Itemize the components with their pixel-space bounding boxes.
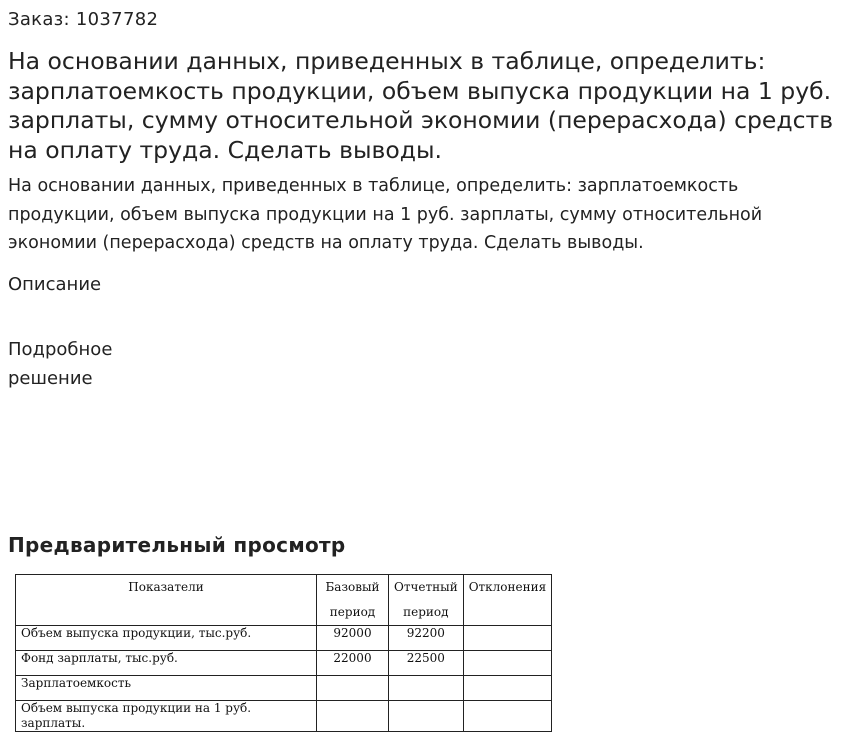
header-deviation: Отклонения: [463, 575, 552, 626]
table-cell: Объем выпуска продукции на 1 руб. зарплаты.: [16, 701, 317, 732]
table-cell: Объем выпуска продукции, тыс.руб.: [16, 626, 317, 651]
task-description: На основании данных, приведенных в таблице, определить: зарплатоемкость продукции, объем выпуска продукции на 1 руб. зарплаты, сумму относительной экономии (перерасхода) средств на оплату труда. Сделать выводы.: [8, 176, 763, 253]
preview-table: [15, 574, 552, 732]
table-cell: [463, 676, 552, 701]
description-label: Описание: [8, 274, 102, 295]
table-cell: [317, 701, 389, 732]
table-row: [16, 701, 552, 732]
table-cell: [463, 701, 552, 732]
table-cell: 22000: [317, 651, 389, 676]
task-title: На основании данных, приведенных в таблице, определить: зарплатоемкость продукции, объем выпуска продукции на 1 руб. зарплаты, сумму относительной экономии (перерасхода) средств на оплату труда. Сделать выводы.: [8, 47, 834, 164]
table-row: [16, 626, 552, 651]
table-row: [16, 651, 552, 676]
table-header-row: [16, 575, 552, 626]
solution-label: Подробное решение: [8, 339, 113, 389]
header-indicators: Показатели: [16, 575, 317, 626]
header-report-period: Отчетный период: [389, 575, 464, 626]
table-cell: 92200: [389, 626, 464, 651]
table-cell: [317, 676, 389, 701]
table-cell: [389, 676, 464, 701]
order-number: Заказ: 1037782: [8, 9, 159, 30]
table-cell: [463, 626, 552, 651]
header-base-period: Базовый период: [317, 575, 389, 626]
table-cell: 22500: [389, 651, 464, 676]
table-cell: [463, 651, 552, 676]
table-cell: Фонд зарплаты, тыс.руб.: [16, 651, 317, 676]
preview-title: Предварительный просмотр: [8, 533, 346, 557]
table-row: [16, 676, 552, 701]
table-cell: Зарплатоемкость: [16, 676, 317, 701]
table-cell: 92000: [317, 626, 389, 651]
table-cell: [389, 701, 464, 732]
